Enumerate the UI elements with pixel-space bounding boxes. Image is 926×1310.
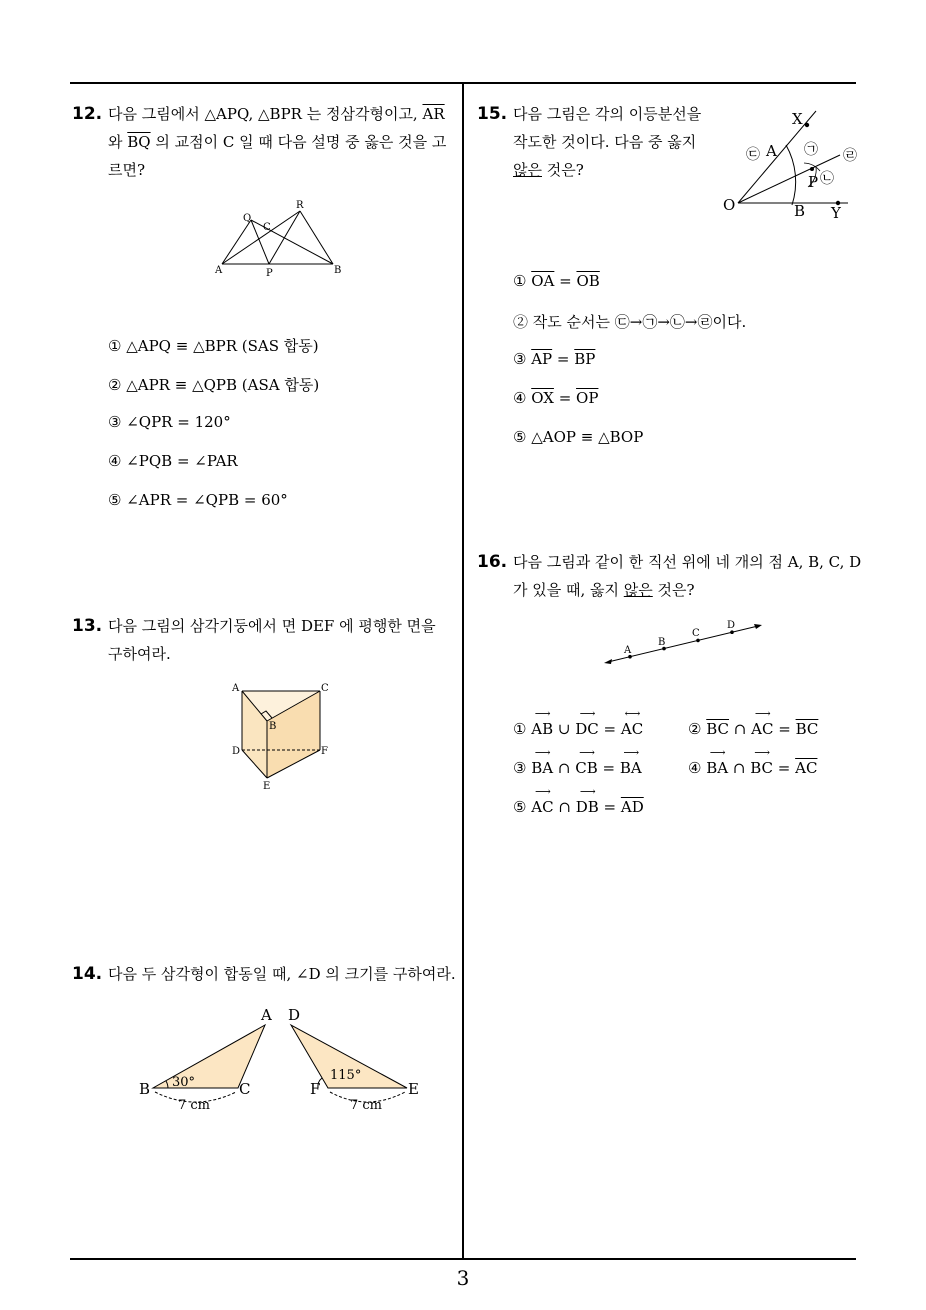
q15-option-5[interactable] bbox=[513, 428, 643, 446]
step-2-label: ㉡ bbox=[820, 171, 834, 187]
label-c: C bbox=[239, 1080, 251, 1098]
label-y: Y bbox=[831, 204, 841, 222]
label-c: C bbox=[692, 628, 700, 639]
text-segment: $\overline{BC}$ bbox=[706, 720, 730, 738]
q12-option-1[interactable]: ① △APQ ≡ △BPR (SAS 합동) bbox=[108, 337, 319, 355]
ray-ac bbox=[531, 785, 554, 816]
label-b: B bbox=[658, 637, 666, 648]
segment-ac bbox=[795, 755, 817, 777]
ray-ba bbox=[619, 746, 642, 777]
collinear-points-figure bbox=[600, 615, 770, 670]
label-b: B bbox=[139, 1080, 151, 1098]
text-segment: BA bbox=[706, 759, 729, 777]
label-a: A bbox=[232, 683, 240, 694]
label-a: A bbox=[766, 142, 777, 160]
question-text bbox=[513, 548, 861, 604]
arrow-mark: ⟶ bbox=[535, 785, 550, 798]
q12-option-4[interactable]: ④ ∠PQB = ∠PAR bbox=[108, 452, 238, 470]
text-segment: 의 교점이 C 일 때 다음 설명 중 옳은 것을 고 bbox=[150, 133, 447, 151]
text-segment: 구하여라. bbox=[108, 645, 171, 663]
arrow-mark: ⟶ bbox=[534, 707, 550, 720]
option-marker: ① bbox=[513, 720, 527, 738]
set-operator: ∩ bbox=[732, 759, 746, 777]
question-number: 12. bbox=[72, 104, 103, 124]
underlined-word: 않은 bbox=[623, 581, 653, 599]
text-segment: 다음 그림의 삼각기둥에서 면 DEF 에 평행한 면을 bbox=[108, 617, 436, 635]
q16-option-5[interactable]: ⑤ ⟶ AC ∩ ⟶ DB = $\overline{AD}$ bbox=[513, 785, 644, 816]
segment-ob: $\overline{OB}$ bbox=[576, 272, 600, 290]
text-segment: = bbox=[554, 272, 577, 290]
text-segment: AC bbox=[751, 720, 774, 738]
label-p: P bbox=[808, 173, 819, 191]
text-segment: 것은? bbox=[652, 581, 695, 599]
text-segment: 가 있을 때, 옳지 bbox=[513, 581, 624, 599]
label-r: R bbox=[296, 200, 304, 211]
q15-option-3[interactable] bbox=[513, 350, 595, 368]
triangular-prism-figure bbox=[228, 680, 338, 795]
question-number: 15. bbox=[477, 104, 508, 124]
segment-ar: $\overline{AR}$ bbox=[422, 105, 445, 123]
question-14 bbox=[72, 960, 457, 990]
label-b: B bbox=[334, 265, 342, 276]
question-12 bbox=[72, 100, 457, 190]
equilateral-triangles-figure bbox=[212, 198, 352, 280]
option-marker: ③ bbox=[513, 759, 527, 777]
length-bc-label: 7 cm bbox=[178, 1098, 211, 1113]
step-4-label: ㉣ bbox=[843, 148, 857, 164]
text-segment: 다음 그림은 각의 이등분선을 bbox=[513, 105, 702, 123]
text-segment: BC bbox=[750, 759, 774, 777]
text-segment: 것은? bbox=[541, 161, 584, 179]
option-marker: ⑤ bbox=[513, 798, 527, 816]
text-segment: ① bbox=[513, 272, 532, 290]
label-a: A bbox=[215, 265, 223, 276]
ray-ba bbox=[531, 746, 554, 777]
segment-op: $\overline{OP}$ bbox=[576, 389, 599, 407]
text-segment: ⑤ △AOP ≡ △BOP bbox=[513, 428, 644, 446]
question-number: 13. bbox=[72, 616, 103, 636]
q15-option-1[interactable] bbox=[513, 272, 600, 290]
line-ac bbox=[620, 707, 644, 738]
segment-bc bbox=[796, 716, 819, 738]
question-text bbox=[108, 960, 456, 988]
angle-b-label: 30° bbox=[172, 1075, 196, 1090]
label-c: C bbox=[263, 222, 271, 233]
text-segment: ④ bbox=[513, 389, 532, 407]
label-b: B bbox=[794, 202, 806, 220]
text-segment: AC bbox=[531, 798, 554, 816]
step-3-label: ㉢ bbox=[746, 147, 760, 163]
question-16 bbox=[477, 548, 862, 608]
q16-option-1[interactable]: ① ⟶ AB ∪ ⟶ DC = ⟷ AC bbox=[513, 707, 644, 738]
text-segment: 다음 그림과 같이 한 직선 위에 네 개의 점 A, B, C, D bbox=[513, 553, 862, 571]
arrow-mark: ⟶ bbox=[754, 746, 770, 759]
ray-bc bbox=[750, 746, 774, 777]
step-1-label: ㉠ bbox=[804, 142, 818, 158]
label-e: E bbox=[263, 781, 271, 792]
q15-option-4[interactable] bbox=[513, 389, 598, 407]
label-q: Q bbox=[243, 213, 252, 224]
column-divider bbox=[462, 83, 464, 1259]
arrow-mark: ⟶ bbox=[579, 707, 595, 720]
text-segment: = bbox=[552, 350, 575, 368]
text-segment: ③ bbox=[513, 350, 532, 368]
question-15 bbox=[477, 100, 707, 190]
option-marker: ② bbox=[688, 720, 702, 738]
text-segment: 작도한 것이다. 다음 중 옳지 bbox=[513, 133, 697, 151]
underlined-word: 않은 bbox=[513, 161, 542, 179]
angle-f-label: 115° bbox=[330, 1068, 362, 1083]
text-segment: 르면? bbox=[108, 161, 146, 179]
label-d: D bbox=[727, 620, 736, 631]
arrow-mark: ⟶ bbox=[534, 746, 550, 759]
text-segment: 다음 두 삼각형이 합동일 때, ∠D 의 크기를 구하여라. bbox=[108, 965, 456, 983]
label-c: C bbox=[321, 683, 329, 694]
label-d: D bbox=[232, 746, 241, 757]
segment-bc bbox=[706, 716, 729, 738]
arrow-mark: ⟶ bbox=[623, 746, 639, 759]
arrow-mark: ⟶ bbox=[709, 746, 725, 759]
page-number: 3 bbox=[456, 1266, 470, 1290]
text-segment: DC bbox=[575, 720, 599, 738]
ray-cb bbox=[575, 746, 598, 777]
ray-dc bbox=[575, 707, 599, 738]
arrow-mark: ⟶ bbox=[754, 707, 770, 720]
arrow-mark: ⟶ bbox=[579, 746, 594, 759]
text-segment: $\overline{AD}$ bbox=[620, 798, 644, 816]
ray-ac bbox=[751, 707, 774, 738]
label-f: F bbox=[321, 746, 328, 757]
set-operator: ∪ bbox=[557, 720, 571, 738]
option-marker: ④ bbox=[688, 759, 702, 777]
q15-option-2[interactable] bbox=[513, 311, 746, 332]
ray-db bbox=[575, 785, 599, 816]
q12-option-2[interactable]: ② △APR ≡ △QPB (ASA 합동) bbox=[108, 376, 320, 394]
segment-ox: $\overline{OX}$ bbox=[531, 389, 554, 407]
text-segment: $\overline{AC}$ bbox=[795, 759, 818, 777]
question-text bbox=[513, 100, 701, 184]
question-number: 16. bbox=[477, 552, 508, 572]
question-text bbox=[108, 100, 446, 184]
question-text bbox=[108, 612, 436, 668]
q12-option-3[interactable]: ③ ∠QPR = 120° bbox=[108, 413, 231, 431]
text-segment: 와 bbox=[108, 133, 128, 151]
label-o: O bbox=[723, 196, 736, 214]
label-f: F bbox=[310, 1080, 321, 1098]
congruent-triangles-figure bbox=[135, 1002, 435, 1118]
set-operator: ∩ bbox=[733, 720, 747, 738]
q12-option-5[interactable]: ⑤ ∠APR = ∠QPB = 60° bbox=[108, 491, 288, 509]
text-segment: DB bbox=[575, 798, 599, 816]
q16-option-3[interactable]: ③ ⟶ BA ∩ ⟶ CB = ⟶ BA bbox=[513, 746, 642, 777]
set-operator: ∩ bbox=[557, 759, 571, 777]
label-b: B bbox=[269, 721, 277, 732]
text-segment: BA bbox=[531, 759, 554, 777]
segment-ad bbox=[621, 794, 644, 816]
angle-bisector-figure bbox=[718, 105, 868, 225]
text-segment: ② 작도 순서는 ㉢→㉠→㉡→㉣이다. bbox=[513, 313, 747, 331]
text-segment: CB bbox=[575, 759, 598, 777]
text-segment: BA bbox=[619, 759, 642, 777]
arrow-mark: ⟷ bbox=[624, 707, 640, 720]
ray-ba bbox=[706, 746, 729, 777]
question-number: 14. bbox=[72, 964, 103, 984]
bottom-rule bbox=[70, 1258, 856, 1260]
segment-oa: $\overline{OA}$ bbox=[531, 272, 555, 290]
question-13 bbox=[72, 612, 457, 672]
label-d: D bbox=[288, 1006, 301, 1024]
ray-ab bbox=[531, 707, 554, 738]
label-a: A bbox=[624, 645, 632, 656]
text-segment: AB bbox=[531, 720, 554, 738]
segment-bq: $\overline{BQ}$ bbox=[127, 133, 151, 151]
segment-ap: $\overline{AP}$ bbox=[531, 350, 553, 368]
length-fe-label: 7 cm bbox=[350, 1098, 383, 1113]
q16-option-4[interactable]: ④ ⟶ BA ∩ ⟶ BC = $\overline{AC}$ bbox=[688, 746, 818, 777]
label-e: E bbox=[408, 1080, 419, 1098]
text-segment: = bbox=[553, 389, 577, 407]
label-a: A bbox=[261, 1006, 272, 1024]
text-segment: AC bbox=[620, 720, 644, 738]
text-segment: $\overline{BC}$ bbox=[795, 720, 819, 738]
label-p: P bbox=[266, 268, 273, 279]
q16-option-2[interactable]: ② $\overline{BC}$ ∩ ⟶ AC = $\overline{BC}$ bbox=[688, 707, 819, 738]
set-operator: ∩ bbox=[558, 798, 571, 816]
segment-bp: $\overline{BP}$ bbox=[574, 350, 596, 368]
text-segment: 다음 그림에서 △APQ, △BPR 는 정삼각형이고, bbox=[108, 105, 423, 123]
arrow-mark: ⟶ bbox=[579, 785, 595, 798]
label-x: X bbox=[792, 110, 803, 128]
